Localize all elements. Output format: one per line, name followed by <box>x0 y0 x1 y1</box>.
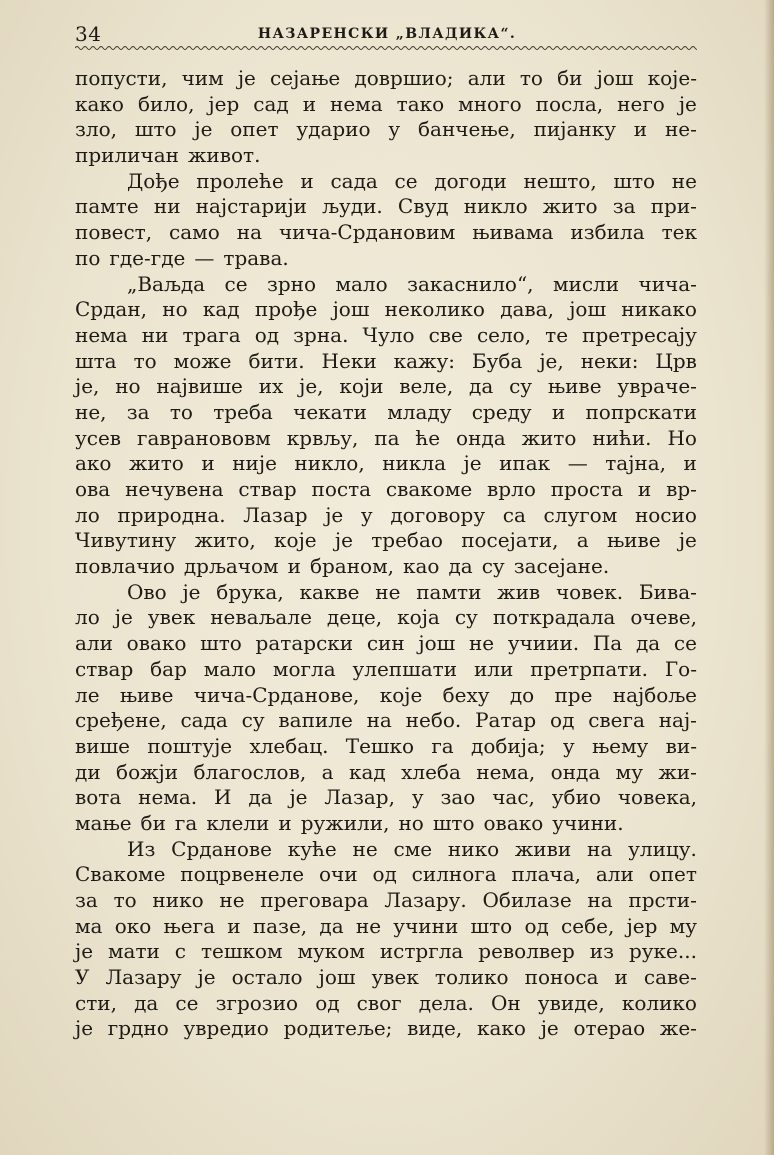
text-line: ло природна. Лазар је у договору са слугом носио <box>75 502 697 527</box>
text-line: је грдно увредио родитеље; виде, како је отерао же- <box>75 1016 697 1041</box>
text-line: Ово је брука, какве не памти жив човек. Бива- <box>127 579 697 604</box>
body-text <box>75 66 697 1042</box>
header-wavy-rule <box>75 44 697 52</box>
text-line: сти, да се згрозио од свог дела. Он увиде, колико <box>75 990 697 1015</box>
page-number: 34 <box>75 22 102 46</box>
text-line: ма око њега и пазе, да не учини што од себе, јер му <box>75 913 697 938</box>
text-line: ди божји благослов, а кад хлеба нема, онда му жи- <box>75 759 697 784</box>
running-title: НАЗАРЕНСКИ „ВЛАДИКА“. <box>257 26 517 42</box>
text-line: повлачио дрљачом и браном, као да су засејане. <box>75 554 610 579</box>
text-line: шта то може бити. Неки кажу: Буба је, неки: Црв <box>75 348 697 373</box>
text-line: по где-где — трава. <box>75 245 289 270</box>
text-line: усев гавранововм крвљу, па ће онда жито нићи. Но <box>75 425 697 450</box>
text-line: како било, јер сад и нема тако много посла, него је <box>75 91 697 116</box>
text-line: више поштује хлебац. Тешко га добија; у њему ви- <box>75 733 697 758</box>
text-line: сређене, сада су вапиле на небо. Ратар од свега нај- <box>75 708 697 733</box>
page-edge-shadow <box>764 0 774 1155</box>
text-line: Чивутину жито, које је требао посејати, а њиве је <box>75 528 697 553</box>
text-line: али овако што ратарски син још не учиии. Па да се <box>75 631 697 656</box>
text-line: ло је увек неваљале деце, која су поткрадала очеве, <box>75 605 697 630</box>
text-line: ако жито и није никло, никла је ипак — тајна, и <box>75 451 697 476</box>
text-line: Срдан, но кад прође још неколико дава, још никако <box>75 297 697 322</box>
text-line: Из Срданове куће не сме нико живи на улицу. <box>127 836 697 861</box>
text-line: нема ни трага од зрна. Чуло све село, те претресају <box>75 322 697 347</box>
text-line: У Лазару је остало још увек толико поноса и саве- <box>75 965 697 990</box>
text-line: не, за то треба чекати младу среду и попрскати <box>75 399 697 424</box>
text-line: ствар бар мало могла улепшати или претрпати. Го- <box>75 656 697 681</box>
text-line: „Ваљда се зрно мало закаснило“, мисли чича- <box>127 271 697 296</box>
text-line: памте ни најстарији људи. Свуд никло жито за при- <box>75 194 697 219</box>
text-line: је мати с тешком муком истргла револвер из руке... <box>75 939 697 964</box>
text-line: је, но највише их је, који веле, да су њиве увраче- <box>75 374 697 399</box>
text-line: зло, што је опет ударио у банчење, пијанку и не- <box>75 117 697 142</box>
text-line: повест, само на чича-Срдановим њивама избила тек <box>75 220 697 245</box>
text-line: приличан живот. <box>75 143 261 168</box>
text-line: за то нико не преговара Лазару. Обилазе на прсти- <box>75 888 697 912</box>
text-line: Дође пролеће и сада се догоди нешто, што не <box>127 168 697 193</box>
text-line: Свакоме поцрвенеле очи од силнога плача, али опет <box>75 862 697 887</box>
text-line: попусти, чим је сејање довршио; али то би још које- <box>75 66 697 90</box>
text-line: мање би га клели и ружили, но што овако учини. <box>75 810 624 835</box>
text-line: ле њиве чича-Срданове, које беху до пре најбоље <box>75 682 697 707</box>
text-line: вота нема. И да је Лазар, у зао час, убио човека, <box>75 785 697 810</box>
text-line: ова нечувена ствар поста свакоме врло проста и вр- <box>75 477 697 501</box>
